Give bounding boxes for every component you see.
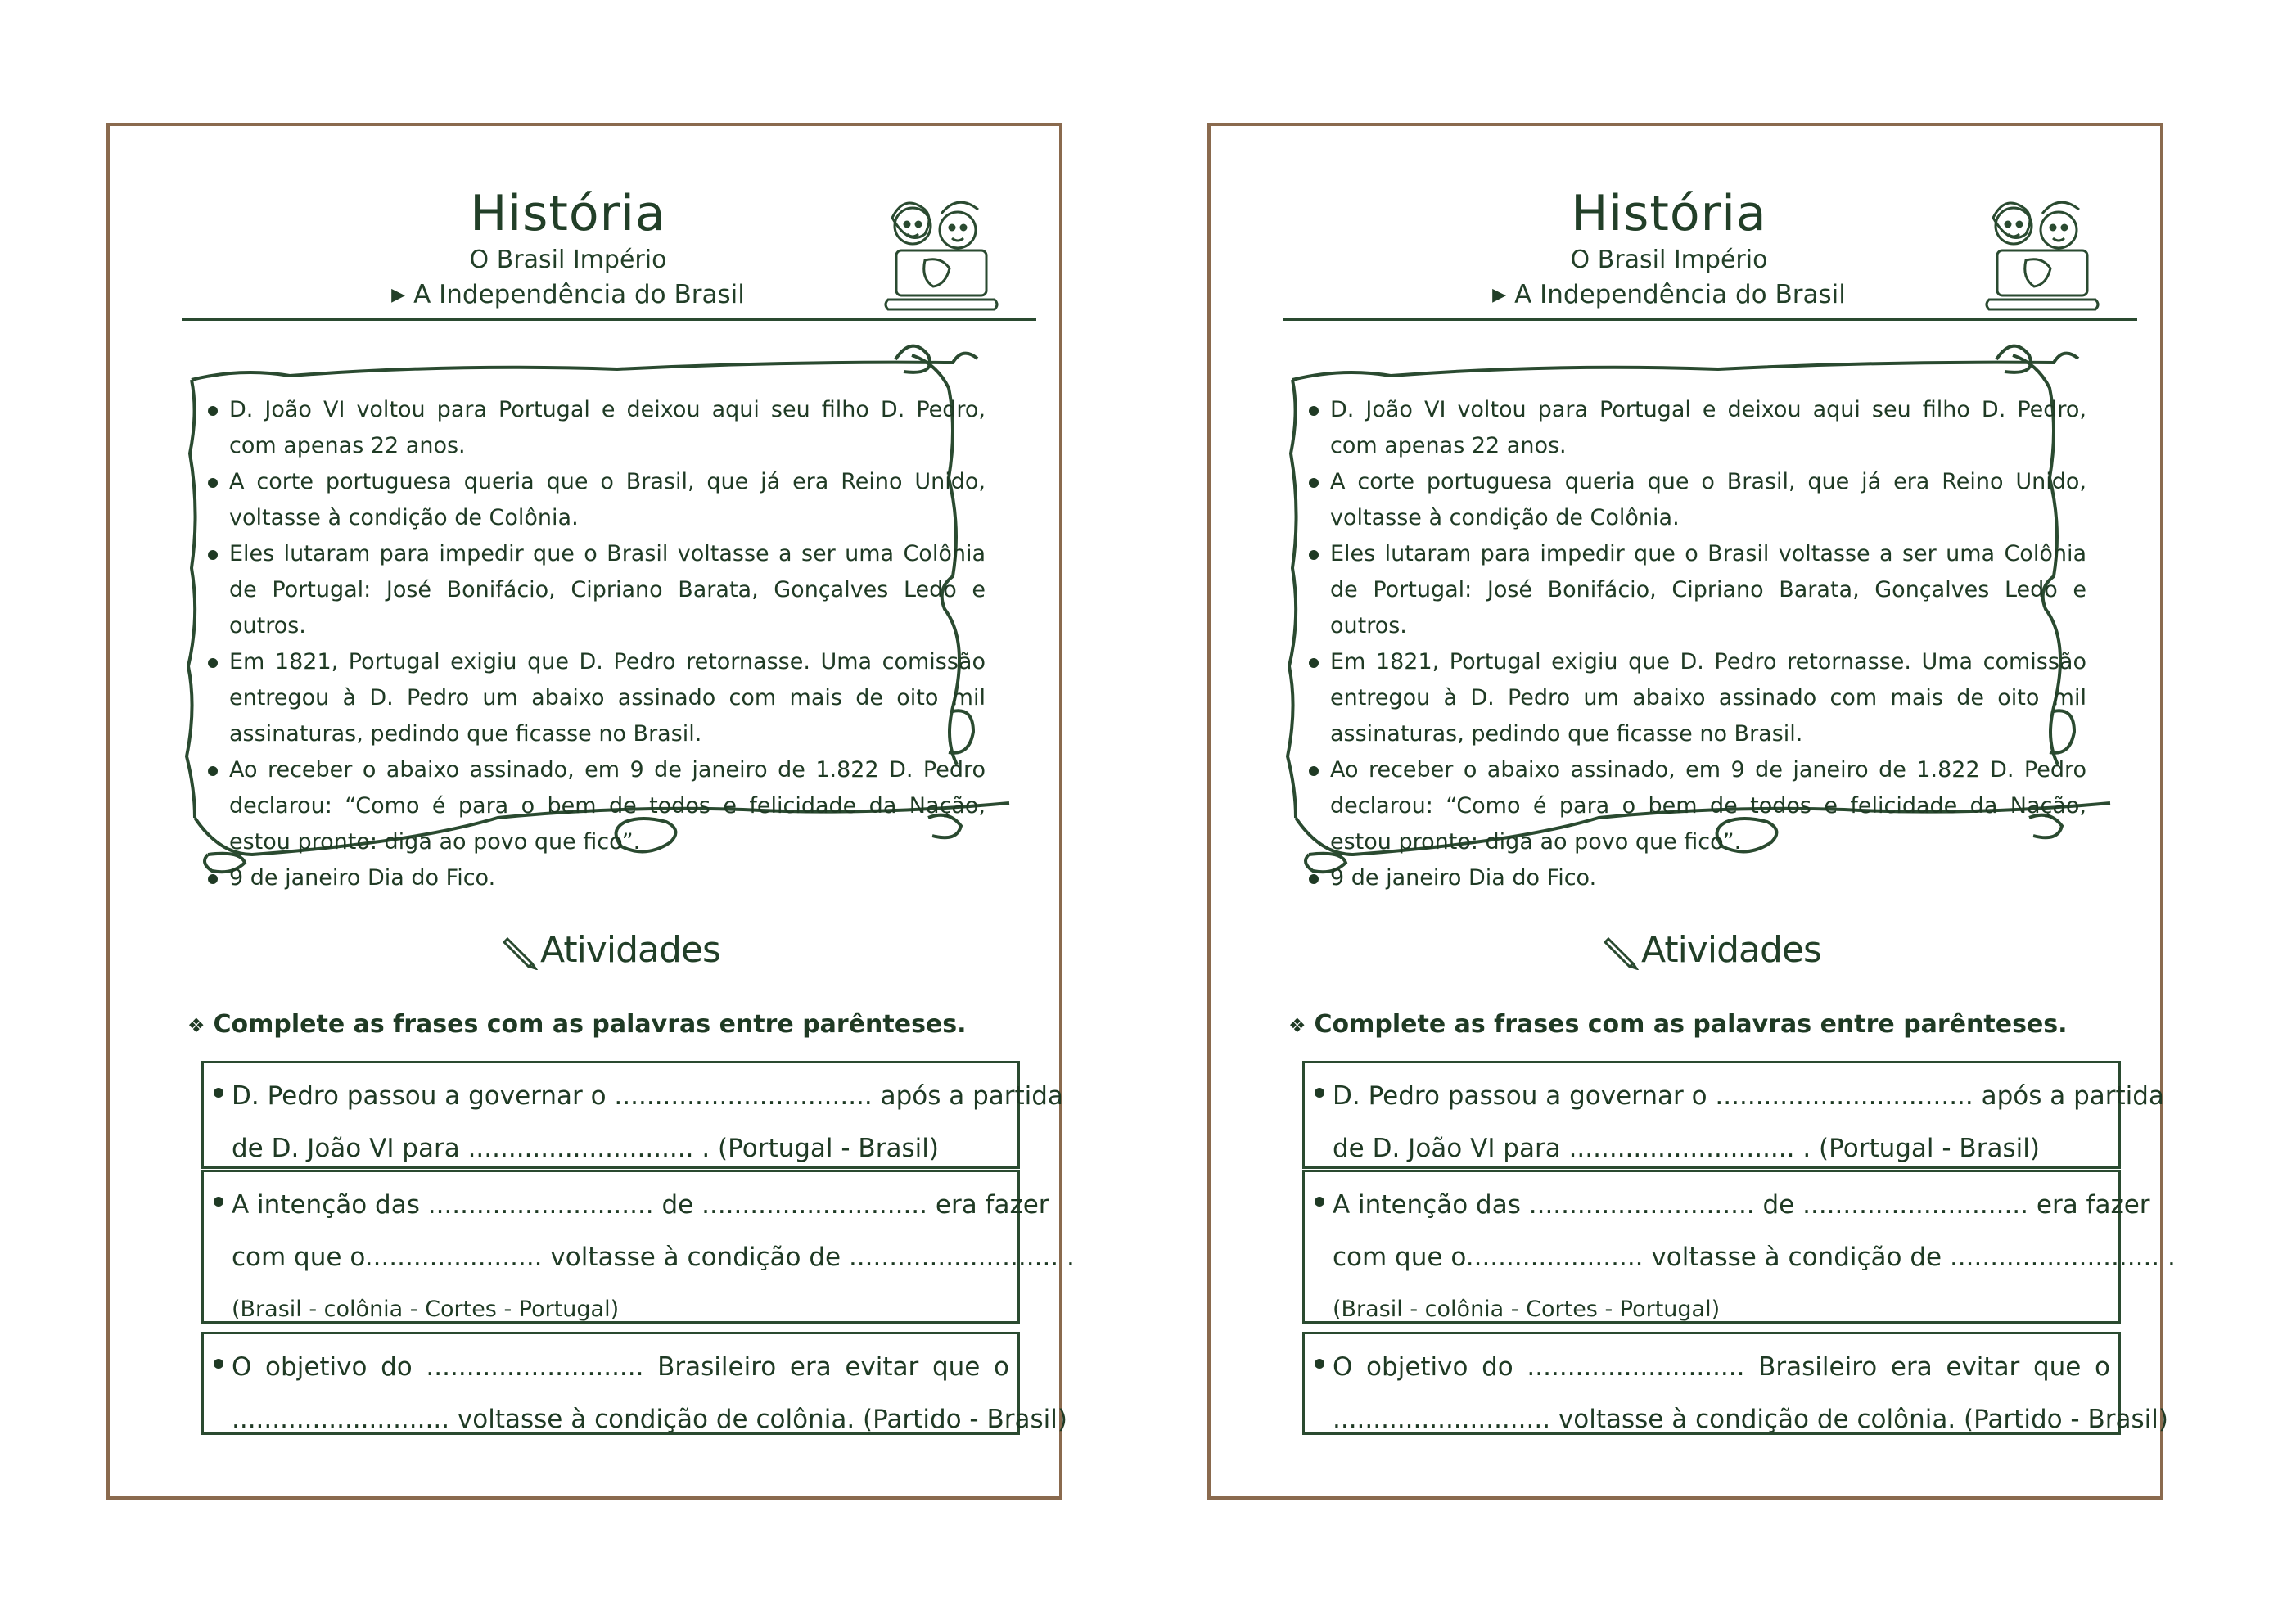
exercise-box bbox=[1302, 1061, 2164, 1169]
pencil-icon bbox=[1604, 934, 1640, 970]
worksheet-left bbox=[106, 123, 1075, 1500]
topic-heading bbox=[380, 280, 756, 309]
exercise-line: O objetivo do ........................... Brasileiro era evitar que o bbox=[232, 1352, 1009, 1382]
list-item: D. João VI voltou para Portugal e deixou aqui seu filho D. Pedro, com apenas 22 anos. bbox=[208, 392, 986, 464]
topic-label: A Independência do Brasil bbox=[1514, 280, 1846, 309]
worksheet-header bbox=[1211, 126, 2160, 323]
exercise-line: ........................... voltasse à condição de colônia. (Partido - Brasil) bbox=[232, 1405, 1067, 1434]
exercise-box bbox=[201, 1332, 1067, 1435]
diamond-bullet-icon: ❖ bbox=[187, 1014, 205, 1037]
activities-heading bbox=[503, 924, 748, 981]
activities-heading bbox=[1604, 924, 1849, 981]
list-item: Ao receber o abaixo assinado, em 9 de janeiro de 1.822 D. Pedro declarou: “Como é para o bem de todos e felicidade da Nação, estou pronto: diga ao povo que fico”. bbox=[208, 752, 986, 860]
list-item: A corte portuguesa queria que o Brasil, que já era Reino Unido, voltasse à condição de Colônia. bbox=[1309, 464, 2086, 536]
page-subtitle: O Brasil Império bbox=[1570, 246, 1768, 274]
exercise-line: com que o...................... voltasse à condição de .......................... . bbox=[1333, 1243, 2176, 1272]
instruction-text bbox=[187, 1010, 1006, 1039]
page-title: História bbox=[1571, 185, 1767, 242]
facts-list bbox=[1309, 392, 2086, 896]
activities-label: Atividades bbox=[540, 929, 720, 971]
exercise-line: com que o...................... voltasse à condição de .......................... . bbox=[232, 1243, 1075, 1272]
instruction-text bbox=[1288, 1010, 2107, 1039]
arrow-right-icon: ▶ bbox=[1492, 285, 1507, 305]
header-divider bbox=[1283, 318, 2137, 321]
page-title: História bbox=[470, 185, 666, 242]
list-item: Ao receber o abaixo assinado, em 9 de janeiro de 1.822 D. Pedro declarou: “Como é para o bem de todos e felicidade da Nação, estou pronto: diga ao povo que fico”. bbox=[1309, 752, 2086, 860]
topic-heading bbox=[1481, 280, 1857, 309]
instruction-label: Complete as frases com as palavras entre parênteses. bbox=[1314, 1010, 2068, 1039]
list-item: A corte portuguesa queria que o Brasil, que já era Reino Unido, voltasse à condição de Colônia. bbox=[208, 464, 986, 536]
exercise-line: D. Pedro passou a governar o ................................ após a partida bbox=[232, 1081, 1063, 1111]
topic-label: A Independência do Brasil bbox=[413, 280, 745, 309]
exercise-line: A intenção das ............................ de ............................ era fazer bbox=[1333, 1190, 2150, 1220]
children-with-map-illustration bbox=[1977, 185, 2100, 316]
instruction-label: Complete as frases com as palavras entre parênteses. bbox=[213, 1010, 967, 1039]
pencil-icon bbox=[503, 934, 539, 970]
children-with-map-illustration bbox=[876, 185, 999, 316]
exercise-box bbox=[1302, 1332, 2168, 1435]
exercise-line: O objetivo do ........................... Brasileiro era evitar que o bbox=[1333, 1352, 2110, 1382]
exercise-line: de D. João VI para ............................ . (Portugal - Brasil) bbox=[232, 1134, 939, 1163]
page-subtitle: O Brasil Império bbox=[469, 246, 667, 274]
activities-label: Atividades bbox=[1641, 929, 1821, 971]
worksheet-header bbox=[110, 126, 1059, 323]
exercise-word-bank: (Brasil - colônia - Cortes - Portugal) bbox=[232, 1297, 620, 1322]
list-item: D. João VI voltou para Portugal e deixou aqui seu filho D. Pedro, com apenas 22 anos. bbox=[1309, 392, 2086, 464]
facts-list bbox=[208, 392, 986, 896]
exercise-word-bank: (Brasil - colônia - Cortes - Portugal) bbox=[1333, 1297, 1721, 1322]
list-item: 9 de janeiro Dia do Fico. bbox=[1309, 860, 2086, 896]
exercise-line: de D. João VI para ............................ . (Portugal - Brasil) bbox=[1333, 1134, 2040, 1163]
list-item: Em 1821, Portugal exigiu que D. Pedro retornasse. Uma comissão entregou à D. Pedro um abaixo assinado com mais de oito mil assinaturas, pedindo que ficasse no Brasil. bbox=[1309, 644, 2086, 752]
exercise-line: ........................... voltasse à condição de colônia. (Partido - Brasil) bbox=[1333, 1405, 2168, 1434]
exercise-line: A intenção das ............................ de ............................ era fazer bbox=[232, 1190, 1049, 1220]
arrow-right-icon: ▶ bbox=[391, 285, 406, 305]
diamond-bullet-icon: ❖ bbox=[1288, 1014, 1306, 1037]
list-item: Eles lutaram para impedir que o Brasil voltasse a ser uma Colônia de Portugal: José Bonifácio, Cipriano Barata, Gonçalves Ledo e outros. bbox=[1309, 536, 2086, 644]
exercise-box bbox=[201, 1061, 1063, 1169]
exercise-line: D. Pedro passou a governar o ................................ após a partida bbox=[1333, 1081, 2164, 1111]
list-item: 9 de janeiro Dia do Fico. bbox=[208, 860, 986, 896]
worksheet-right bbox=[1207, 123, 2176, 1500]
header-divider bbox=[182, 318, 1036, 321]
exercise-box bbox=[1302, 1170, 2176, 1324]
list-item: Eles lutaram para impedir que o Brasil voltasse a ser uma Colônia de Portugal: José Bonifácio, Cipriano Barata, Gonçalves Ledo e outros. bbox=[208, 536, 986, 644]
list-item: Em 1821, Portugal exigiu que D. Pedro retornasse. Uma comissão entregou à D. Pedro um abaixo assinado com mais de oito mil assinaturas, pedindo que ficasse no Brasil. bbox=[208, 644, 986, 752]
exercise-box bbox=[201, 1170, 1075, 1324]
